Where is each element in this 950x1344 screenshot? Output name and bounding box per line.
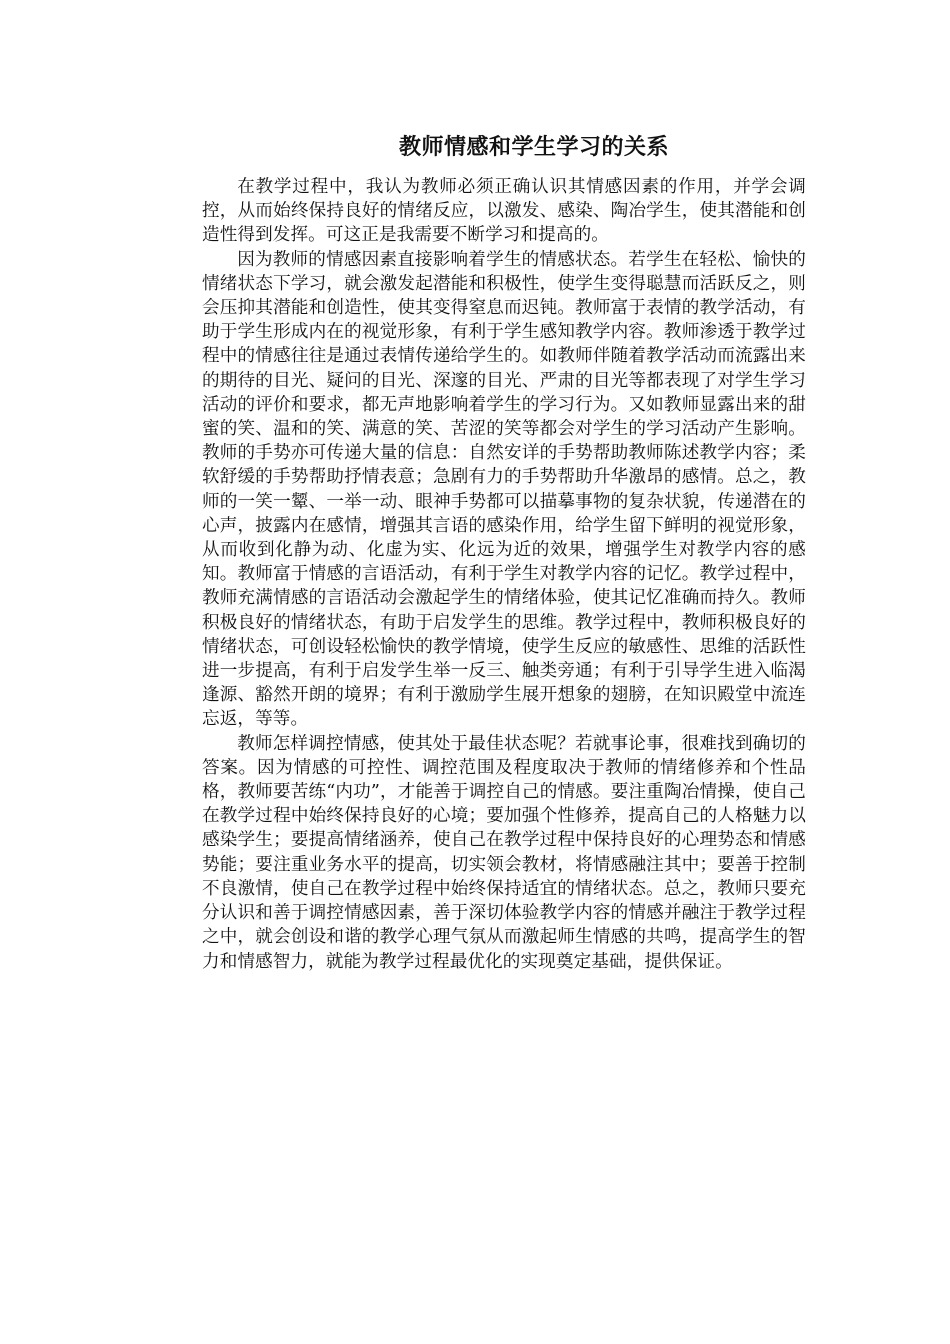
paragraph-influence: 因为教师的情感因素直接影响着学生的情感状态。若学生在轻松、愉快的情绪状态下学习，就会激发起潜能和积极性，使学生变得聪慧而活跃反之，则会压抑其潜能和创造性，使其变得窒息而迟钝。教师富于表情的教学活动，有助于学生形成内在的视觉形象，有利于学生感知教学内容。教师渗透于教学过程中的情感往往是通过表情传递给学生的。如教师伴随着教学活动而流露出来的期待的目光、疑问的目光、深邃的目光、严肃的目光等都表现了对学生学习活动的评价和要求，都无声地影响着学生的学习行为。又如教师显露出来的甜蜜的笑、温和的笑、满意的笑、苦涩的笑等都会对学生的学习活动产生影响。教师的手势亦可传递大量的信息：自然安详的手势帮助教师陈述教学内容；柔软舒缓的手势帮助抒情表意；急剧有力的手势帮助升华激昂的感情。总之，教师的一笑一颦、一举一动、眼神手势都可以描摹事物的复杂状貌，传递潜在的心声，披露内在感情，增强其言语的感染作用，给学生留下鲜明的视觉形象，从而收到化静为动、化虚为实、化远为近的效果，增强学生对教学内容的感知。教师富于情感的言语活动，有利于学生对教学内容的记忆。教学过程中，教师充满情感的言语活动会激起学生的情绪体验，使其记忆准确而持久。教师积极良好的情绪状态，有助于启发学生的思维。教学过程中，教师积极良好的情绪状态，可创设轻松愉快的教学情境，使学生反应的敏感性、思维的活跃性进一步提高，有利于启发学生举一反三、触类旁通；有利于引导学生进入临渴逢源、豁然开朗的境界；有利于激励学生展开想象的翅膀，在知识殿堂中流连忘返，等等。 bbox=[202, 249, 806, 730]
document-title: 教师情感和学生学习的关系 bbox=[398, 135, 669, 160]
paragraph-regulation: 教师怎样调控情感，使其处于最佳状态呢？若就事论事，很难找到确切的答案。因为情感的可控性、调控范围及程度取决于教师的情绪修养和个性品格，教师要苦练“内功”，才能善于调控自己的情感。要注重陶冶情操，使自己在教学过程中始终保持良好的心境；要加强个性修养，提高自己的人格魅力以感染学生；要提高情绪涵养，使自己在教学过程中保持良好的心理势态和情感势能；要注重业务水平的提高，切实领会教材，将情感融注其中；要善于控制不良激情，使自己在教学过程中始终保持适宜的情绪状态。总之，教师只要充分认识和善于调控情感因素，善于深切体验教学内容的情感并融注于教学过程之中，就会创设和谐的教学心理气氛从而激起师生情感的共鸣，提高学生的智力和情感智力，就能为教学过程最优化的实现奠定基础，提供保证。 bbox=[202, 733, 806, 972]
paragraph-intro: 在教学过程中，我认为教师必须正确认识其情感因素的作用，并学会调控，从而始终保持良好的情绪反应，以激发、感染、陶冶学生，使其潜能和创造性得到发挥。可这正是我需要不断学习和提高的。 bbox=[202, 177, 806, 246]
document-body bbox=[202, 131, 806, 974]
